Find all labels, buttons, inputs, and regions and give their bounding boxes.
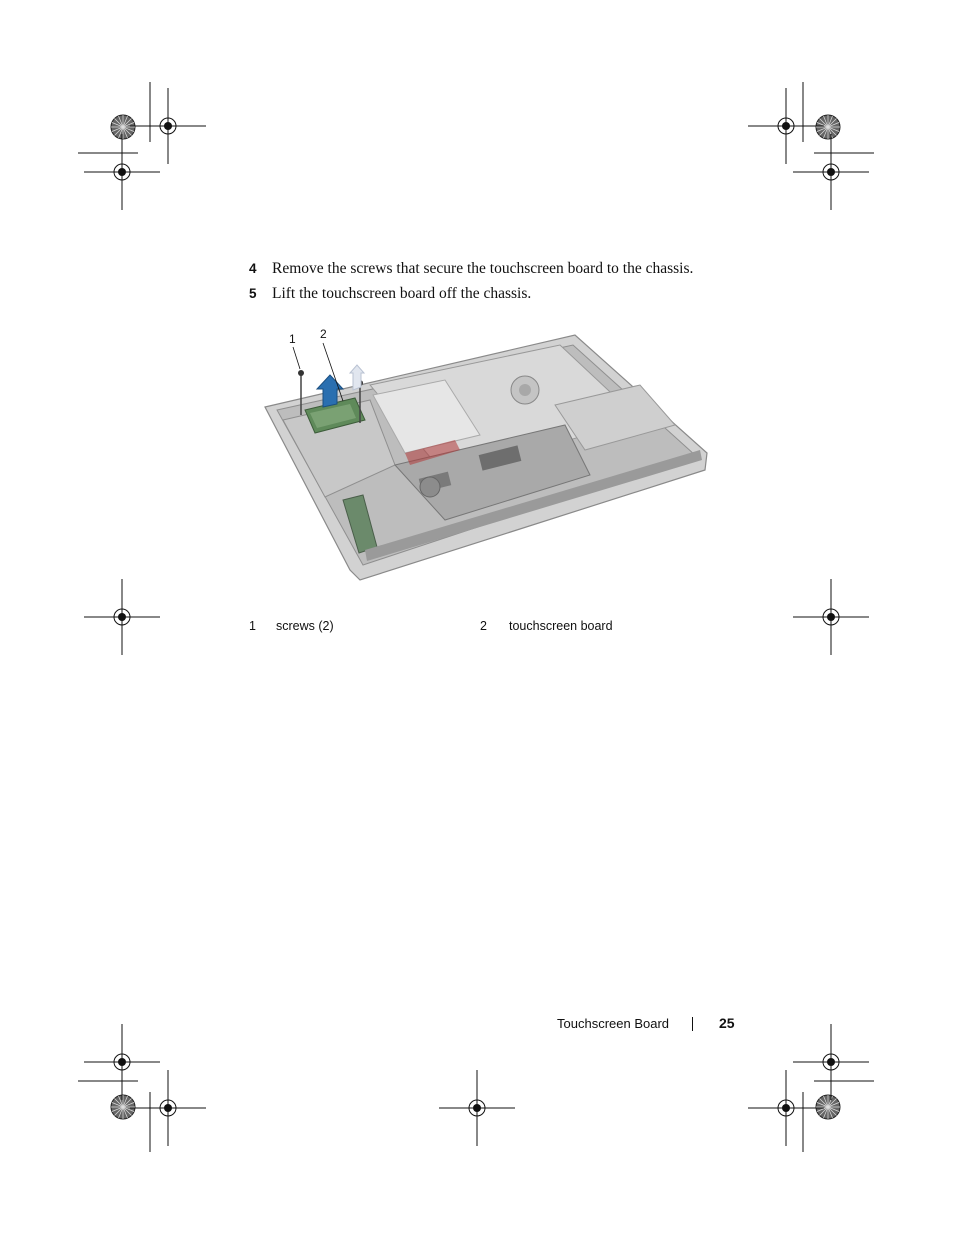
legend-label-1: screws (2) (276, 619, 334, 633)
callout-1: 1 (289, 332, 296, 346)
star-mark-top-left (111, 115, 135, 139)
legend-number-1: 1 (249, 619, 256, 633)
page-number: 25 (719, 1015, 735, 1031)
footer-separator (692, 1017, 693, 1031)
callout-2: 2 (320, 327, 327, 341)
step-text: Remove the screws that secure the touchscreen board to the chassis. (272, 260, 694, 277)
footer-section-title: Touchscreen Board (557, 1016, 670, 1031)
legend-number-2: 2 (480, 619, 487, 633)
step-text: Lift the touchscreen board off the chassis. (272, 285, 532, 302)
step-number: 5 (249, 286, 257, 301)
chassis-illustration (255, 325, 715, 600)
step-number: 4 (249, 261, 257, 276)
legend-label-2: touchscreen board (509, 619, 613, 633)
